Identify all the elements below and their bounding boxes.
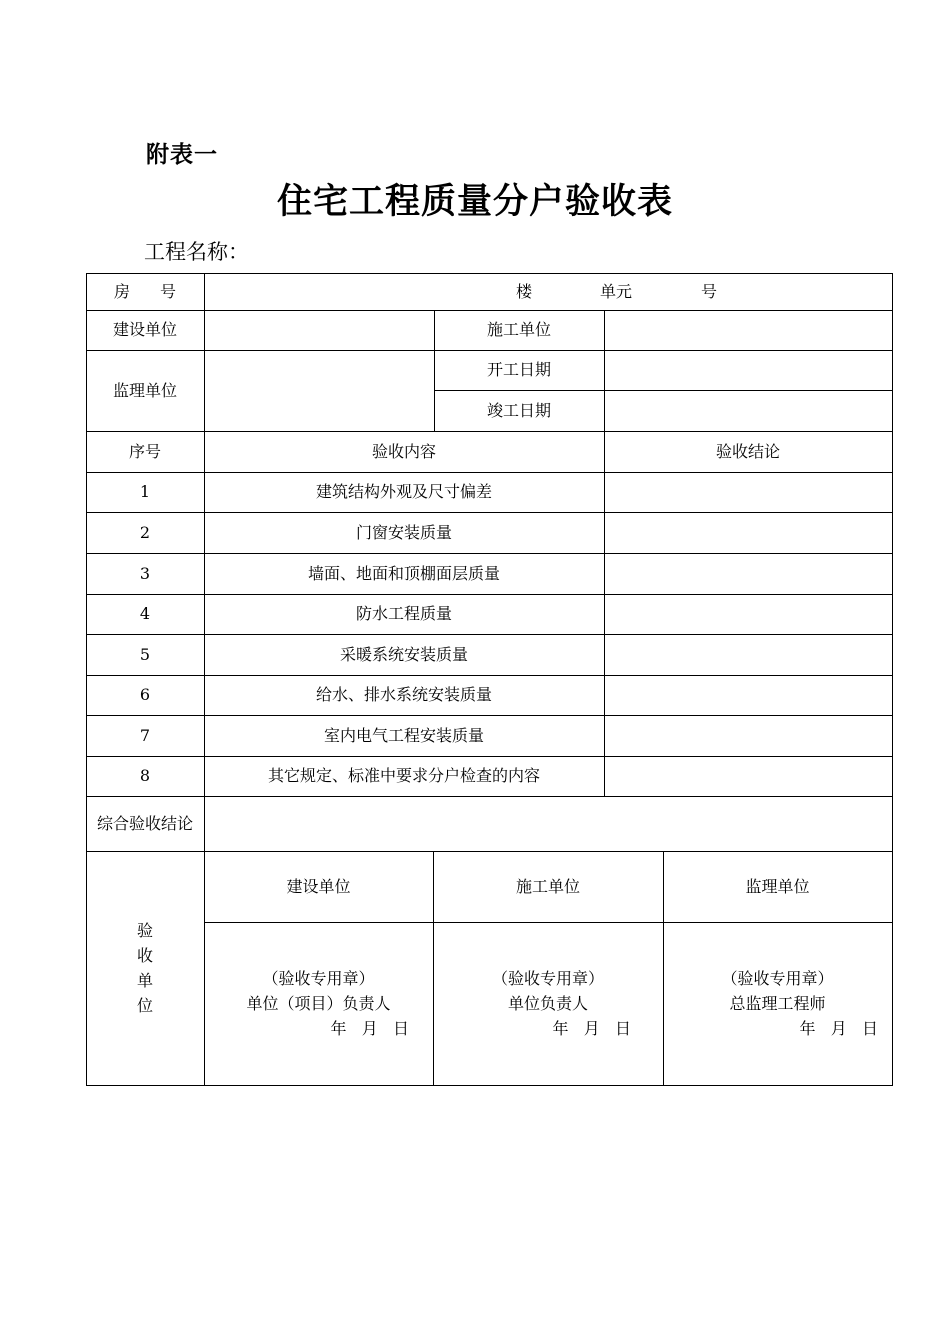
room-value[interactable] xyxy=(204,273,892,310)
sign-column-name: 施工单位 xyxy=(515,876,580,896)
building-label: 楼 xyxy=(516,281,533,301)
content-header: 验收内容 xyxy=(371,441,436,461)
item-content: 采暖系统安装质量 xyxy=(339,644,468,664)
sign-block-supervision[interactable] xyxy=(663,922,892,1085)
supervision-unit-value[interactable] xyxy=(204,350,434,431)
item-content: 防水工程质量 xyxy=(355,604,452,623)
item-no: 3 xyxy=(139,563,151,583)
seq-header: 序号 xyxy=(128,441,161,461)
appendix-label: 附表一 xyxy=(146,142,218,168)
conclusion-header: 验收结论 xyxy=(715,441,780,461)
acceptance-char: 位 xyxy=(136,996,153,1015)
start-date-label: 开工日期 xyxy=(486,360,551,379)
sign-column-name: 建设单位 xyxy=(286,876,351,896)
sign-column-name: 监理单位 xyxy=(745,876,810,896)
construction-unit-label: 建设单位 xyxy=(112,320,177,339)
item-no: 7 xyxy=(139,725,151,745)
completion-date-value[interactable] xyxy=(604,390,892,431)
form-title: 住宅工程质量分户验收表 xyxy=(276,181,673,222)
item-content: 墙面、地面和顶棚面层质量 xyxy=(307,563,500,583)
signer-label: 单位负责人 xyxy=(507,994,588,1013)
project-name-label: 工程名称： xyxy=(144,240,249,264)
sign-block-construction[interactable] xyxy=(204,922,433,1085)
item-no: 2 xyxy=(139,522,151,542)
room-label xyxy=(86,273,204,310)
sign-block-builder[interactable] xyxy=(433,922,663,1085)
builder-unit-label: 施工单位 xyxy=(486,320,551,339)
item-no: 6 xyxy=(139,685,151,704)
item-conclusion[interactable] xyxy=(604,634,892,675)
item-no: 4 xyxy=(139,604,151,623)
overall-conclusion-value[interactable] xyxy=(204,796,892,851)
acceptance-units-label xyxy=(86,851,204,1085)
unit-label: 单元 xyxy=(600,281,633,301)
item-content: 门窗安装质量 xyxy=(355,522,452,542)
item-content: 室内电气工程安装质量 xyxy=(323,725,484,745)
builder-unit-value[interactable] xyxy=(604,310,892,350)
item-conclusion[interactable] xyxy=(604,512,892,553)
number-label: 号 xyxy=(701,281,718,301)
completion-date-label: 竣工日期 xyxy=(486,400,551,420)
construction-unit-value[interactable] xyxy=(204,310,434,350)
acceptance-char: 收 xyxy=(136,946,153,965)
item-content: 其它规定、标准中要求分户检查的内容 xyxy=(267,766,540,785)
room-label-a: 房 xyxy=(113,281,130,301)
date-label: 年 月 日 xyxy=(330,1019,409,1038)
start-date-value[interactable] xyxy=(604,350,892,390)
item-no: 1 xyxy=(139,482,151,501)
item-conclusion[interactable] xyxy=(604,675,892,715)
signer-label: 单位（项目）负责人 xyxy=(246,994,391,1013)
item-conclusion[interactable] xyxy=(604,553,892,594)
acceptance-char: 单 xyxy=(136,971,153,990)
room-label-b: 号 xyxy=(160,281,177,301)
item-no: 5 xyxy=(139,644,151,664)
item-conclusion[interactable] xyxy=(604,472,892,512)
date-label: 年 月 日 xyxy=(552,1019,631,1038)
item-conclusion[interactable] xyxy=(604,594,892,634)
seal-label: （验收专用章） xyxy=(721,969,834,988)
item-conclusion[interactable] xyxy=(604,715,892,756)
supervision-unit-label: 监理单位 xyxy=(112,380,177,400)
acceptance-char: 验 xyxy=(136,921,153,940)
seal-label: （验收专用章） xyxy=(262,969,375,988)
signer-label: 总监理工程师 xyxy=(729,994,826,1013)
item-conclusion[interactable] xyxy=(604,756,892,796)
item-no: 8 xyxy=(139,766,151,785)
item-content: 建筑结构外观及尺寸偏差 xyxy=(315,482,492,501)
seal-label: （验收专用章） xyxy=(491,969,604,988)
overall-conclusion-label: 综合验收结论 xyxy=(96,813,193,833)
item-content: 给水、排水系统安装质量 xyxy=(315,685,492,704)
date-label: 年 月 日 xyxy=(799,1019,878,1038)
